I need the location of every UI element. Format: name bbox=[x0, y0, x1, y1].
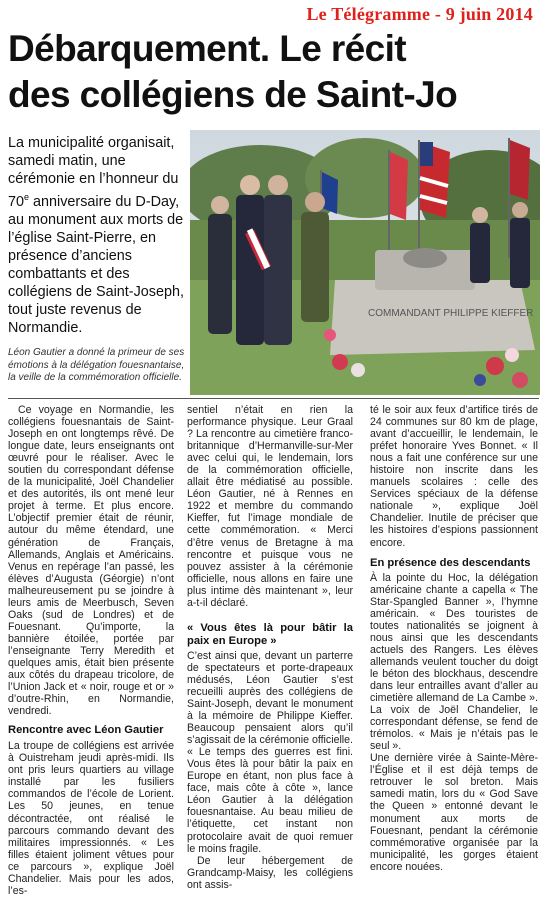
column-3-paragraph-3: Une dernière virée à Sainte-Mère-l’Église et il est déjà temps de retrouver le sol breton. Mais samedi matin, lors du « God Save the Queen » entonné devant le monument aux morts de Fouesnant, pendant la cérémonie commémorative organisée par la municipalité, les gorges étaient encore nouées. bbox=[370, 752, 538, 873]
article-column-3 bbox=[370, 404, 538, 873]
ceremony-photo bbox=[190, 130, 540, 395]
section-divider bbox=[8, 398, 539, 399]
column-2-paragraph-3: De leur hébergement de Grandcamp-Maisy, les collégiens ont assis- bbox=[187, 854, 353, 891]
lede-ordinal: e bbox=[24, 192, 30, 202]
column-3-paragraph-2: À la pointe du Hoc, la délégation américaine chante a capella « The Star-Spangled Banner », l’hymne américain. « Des touristes de toutes nationalités se joignent à nous ainsi que les descendants actuels des Rangers. Les élèves allemands veulent toucher du doigt le béton des blockhaus, descendre dans leur entrailles avant d’aller au cimetière allemand de La Cambe ». La voix de Joël Chandelier, le correspondant défense, se fend de trémolos. « Mais je n’étais pas le seul ». bbox=[370, 571, 538, 753]
article-lede bbox=[8, 134, 188, 337]
article-column-1 bbox=[8, 404, 174, 897]
column-3-paragraph-1: té le soir aux feux d’artifice tirés de 24 communes sur 80 km de plage, avant d’accueillir, le lendemain, le préfet honoraire Yves Bonnet. « Il nous a fait une conférence sur une histoire non inscrite dans les manuels scolaires : celle des Services spéciaux de la défense nationale », explique Joël Chandelier. Inutile de préciser que les histoires d’espions passionnent encore. bbox=[370, 404, 538, 549]
headline-line-1: Débarquement. Le récit bbox=[8, 28, 407, 69]
subheading-paix-europe: « Vous êtes là pour bâtir la paix en Europe » bbox=[187, 621, 353, 647]
article-column-2 bbox=[187, 404, 353, 891]
ceremony-photo-illustration bbox=[190, 130, 540, 395]
subheading-descendants: En présence des descendants bbox=[370, 556, 531, 569]
column-2-paragraph-1: sentiel n’était en rien la performance physique. Leur Graal ? La rencontre au cimetière franco-britannique d’Hermanville-sur-Mer avec celui qui, le lendemain, lors de la commémoration officielle, allait être médiatisé au possible. Léon Gautier, né à Rennes en 1922 et membre du commando Kieffer, fut l’image mondiale de cette commémoration. « Merci d’être venus de Bretagne à ma rencontre et puisque vous ne pouvez assister à la cérémonie officielle, nous allons en faire une plus intime dès maintenant », leur a-t-il déclaré. bbox=[187, 404, 353, 609]
lede-text-before: La municipalité organisait, samedi matin, une cérémonie en l’honneur du 70 bbox=[8, 135, 179, 210]
article-headline bbox=[8, 26, 538, 118]
photo-caption: Léon Gautier a donné la primeur de ses émotions à la délégation fouesnantaise, la veille de la commémoration officielle. bbox=[8, 347, 185, 384]
newspaper-masthead: Le Télégramme - 9 juin 2014 bbox=[306, 4, 533, 24]
subheading-rencontre: Rencontre avec Léon Gautier bbox=[8, 724, 164, 737]
column-2-paragraph-2: C’est ainsi que, devant un parterre de spectateurs et porte-drapeaux médusés, Léon Gautier s’est recueilli auprès des collégiens de Saint-Joseph, devant le monument à la mémoire de Philippe Kieffer. Beaucoup pensaient alors qu’il s’agissait de la cérémonie officielle. « Le temps des guerres est fini. Vous êtes là pour bâtir la paix en Europe en étant, non plus face à face, mais côte à côte », lance Léon Gautier à la délégation fouesnantaise. Au beau milieu de l’étiquette, cet instant non protocolaire avait de quoi remuer le moins fragile. bbox=[187, 649, 353, 855]
headline-line-2: des collégiens de Saint-Jo bbox=[8, 74, 458, 115]
monument-plaque-text: COMMANDANT PHILIPPE KIEFFER bbox=[368, 308, 534, 319]
column-1-paragraph-2: La troupe de collégiens est arrivée à Ouistreham jeudi après-midi. Ils ont pris leurs quartiers au village installé par les fusiliers commandos de l’école de Lorient. Les 50 jeunes, en tenue décontractée, ont réalisé le parcours commando devant des militaires impressionnés. « Les filles étaient joliment vêtues pour ce parcours », explique Joël Chandelier. Mais pour les ados, l’es- bbox=[8, 740, 174, 897]
lede-text-after: anniversaire du D-Day, au monument aux morts de l’église Saint-Pierre, en présence d’anciens combattants et des collégiens de Saint-Joseph, tout juste revenus de Normandie. bbox=[8, 193, 184, 336]
column-1-paragraph-1: Ce voyage en Normandie, les collégiens fouesnantais de Saint-Joseph en ont longtemps rêvé. De longue date, leurs enseignants ont œuvré pour le réaliser. Avec le soutien du correspondant défense de la municipalité, Joël Chandelier et des autorités, ils ont mené leur projet à terme. Et plus encore. L’objectif premier était de réunir, autour du même étendard, une génération de Français, Allemands, Anglais et Américains. Venus en repérage l’an passé, les élèves d’Augusta (Géorgie) n’ont malheureusement pu se joindre à leurs amis de Meerbusch, Seven Oaks (sud de Londres) et de Fouesnant. Qu’importe, la bannière étoilée, portée par l’enseignante Terry Meredith et quelques amis, était bien présente aux côtés du drapeau tricolore, de l’Union Jack et « noir, rouge et or » d’outre-Rhin, en Normandie, vendredi. bbox=[8, 404, 174, 718]
